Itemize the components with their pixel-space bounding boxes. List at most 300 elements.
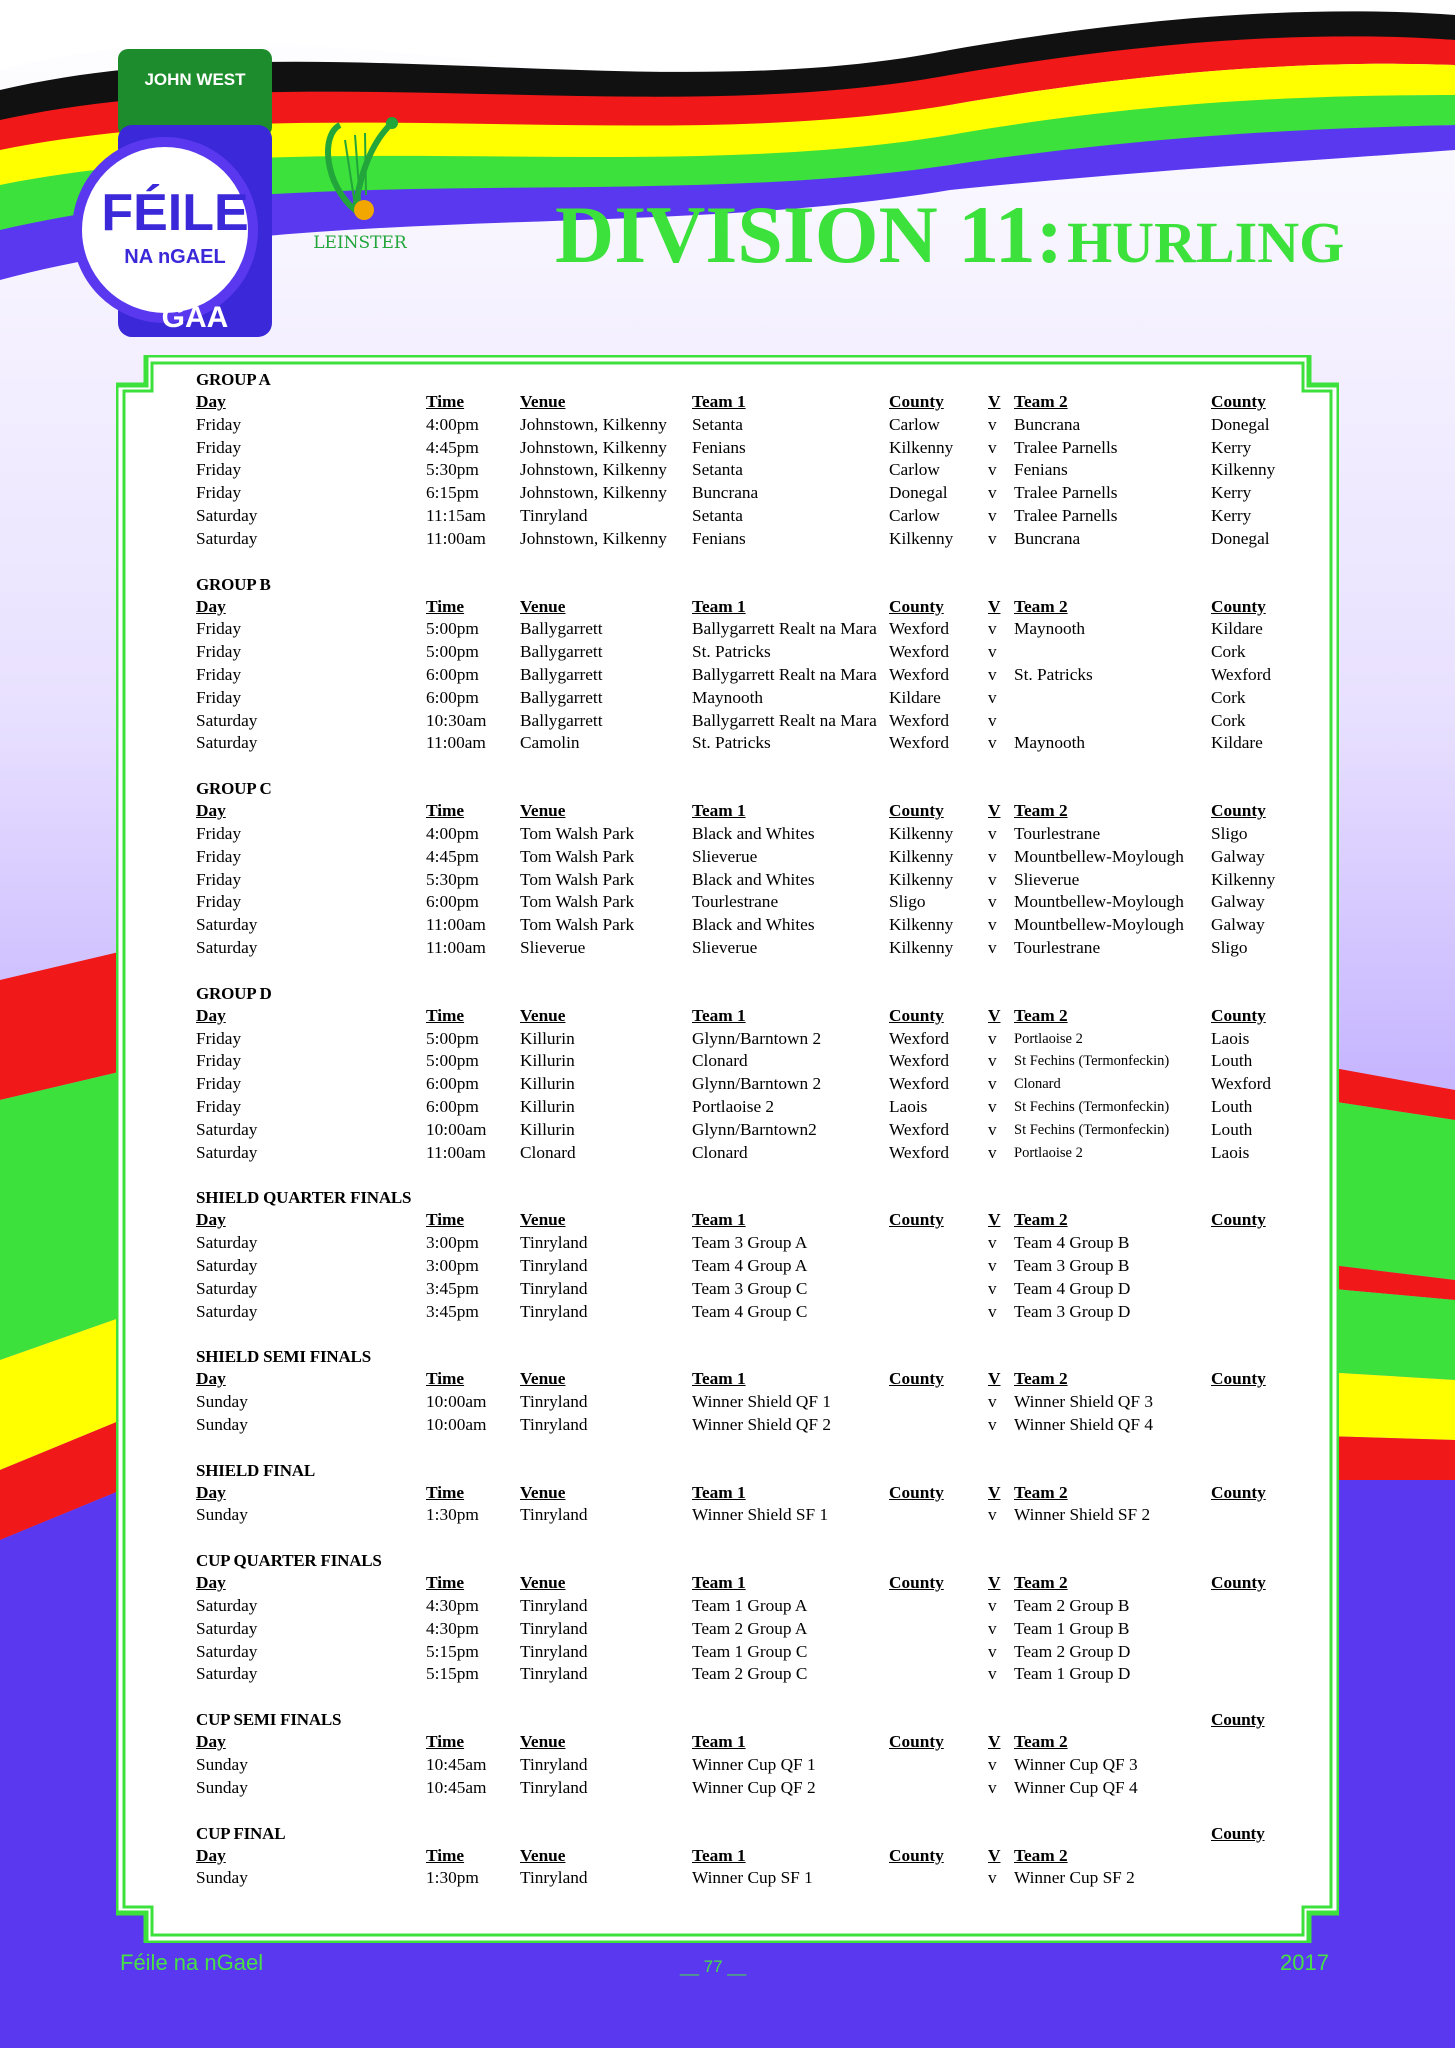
cell-v: v — [988, 460, 997, 480]
cell-v: v — [988, 505, 997, 525]
cell-team1: Setanta — [692, 505, 743, 525]
column-header-time: Time — [426, 1732, 465, 1752]
cell-venue: Ballygarrett — [520, 642, 603, 662]
cell-v: v — [988, 642, 997, 662]
cell-team1: Setanta — [692, 460, 743, 480]
table-row — [196, 482, 1326, 505]
cell-venue: Tinryland — [520, 1301, 588, 1321]
cell-time: 5:15pm — [426, 1664, 479, 1684]
table-row — [196, 1414, 1326, 1437]
column-header-team1: Team 1 — [692, 1845, 746, 1865]
cell-v: v — [988, 892, 997, 912]
column-header-time: Time — [426, 1573, 465, 1593]
cell-time: 10:30am — [426, 710, 487, 730]
cell-team2: Winner Shield SF 2 — [1014, 1505, 1151, 1525]
column-header-time: Time — [426, 1005, 465, 1025]
table-row — [196, 1777, 1326, 1800]
table-row — [196, 1301, 1326, 1324]
cell-time: 3:00pm — [426, 1255, 479, 1275]
cell-venue: Tinryland — [520, 1233, 588, 1253]
table-row — [196, 1595, 1326, 1618]
cell-venue: Killurin — [520, 1074, 575, 1094]
cell-team2: Team 3 Group D — [1014, 1301, 1131, 1321]
column-header-team1: Team 1 — [692, 1210, 746, 1230]
cell-day: Saturday — [196, 528, 258, 548]
cell-county2: Galway — [1211, 915, 1265, 935]
cell-venue: Ballygarrett — [520, 664, 603, 684]
column-header-county2: County — [1211, 1369, 1266, 1389]
cell-team2: Mountbellew-Moylough — [1014, 892, 1184, 912]
cell-day: Saturday — [196, 1301, 258, 1321]
column-header-day: Day — [196, 596, 226, 616]
table-row — [196, 1096, 1326, 1119]
cell-team1: Ballygarrett Realt na Mara — [692, 664, 877, 684]
cell-time: 6:00pm — [426, 664, 479, 684]
column-header-venue: Venue — [520, 1573, 566, 1593]
title-division: DIVISION 11: — [555, 189, 1064, 280]
column-header-team2: Team 2 — [1014, 1732, 1068, 1752]
cell-county2: Kerry — [1211, 483, 1252, 503]
table-header — [196, 596, 1326, 619]
column-header-day: Day — [196, 392, 226, 411]
cell-time: 11:00am — [426, 528, 486, 548]
cell-county2: Sligo — [1211, 937, 1248, 957]
cell-venue: Johnstown, Kilkenny — [520, 483, 667, 503]
cell-day: Friday — [196, 483, 242, 503]
cell-county1: Donegal — [889, 483, 948, 503]
table-row — [196, 528, 1326, 551]
cell-team2: St. Patricks — [1014, 664, 1093, 684]
column-header-county1: County — [889, 1845, 944, 1865]
cell-venue: Ballygarrett — [520, 687, 603, 707]
group-title: SHIELD QUARTER FINALS — [196, 1188, 412, 1208]
cell-v: v — [988, 1664, 997, 1684]
table-row — [196, 505, 1326, 528]
table-row — [196, 664, 1326, 687]
column-header-day: Day — [196, 1210, 226, 1230]
fixture-group — [196, 1186, 1326, 1323]
cell-v: v — [988, 437, 997, 457]
cell-team1: Tourlestrane — [692, 892, 779, 912]
column-header-time: Time — [426, 1369, 465, 1389]
group-title — [196, 1708, 1326, 1731]
column-header-day: Day — [196, 1732, 226, 1752]
cell-v: v — [988, 1255, 997, 1275]
table-row — [196, 891, 1326, 914]
cell-team2: Winner Cup QF 4 — [1014, 1777, 1138, 1797]
cell-v: v — [988, 823, 997, 843]
cell-county1: Kilkenny — [889, 869, 954, 889]
cell-v: v — [988, 1119, 997, 1139]
table-row — [196, 869, 1326, 892]
cell-day: Saturday — [196, 710, 258, 730]
cell-team2: Clonard — [1014, 1076, 1061, 1093]
column-header-team1: Team 1 — [692, 1573, 746, 1593]
cell-county2: Cork — [1211, 710, 1246, 730]
cell-county2: Wexford — [1211, 664, 1272, 684]
cell-team1: Fenians — [692, 528, 746, 548]
cell-county2: Sligo — [1211, 823, 1248, 843]
column-header-county2: County — [1211, 1210, 1266, 1230]
column-header-team2: Team 2 — [1014, 1210, 1068, 1230]
cell-team2: Mountbellew-Moylough — [1014, 846, 1184, 866]
cell-time: 11:00am — [426, 915, 486, 935]
cell-county2: Kildare — [1211, 733, 1263, 753]
cell-time: 5:00pm — [426, 1051, 479, 1071]
page-number: __ 77 __ — [680, 1957, 747, 1976]
cell-team2: St Fechins (Termonfeckin) — [1014, 1121, 1170, 1138]
cell-venue: Tom Walsh Park — [520, 892, 635, 912]
cell-county1: Wexford — [889, 710, 950, 730]
cell-v: v — [988, 869, 997, 889]
cell-county2: Laois — [1211, 1028, 1250, 1048]
cell-county1: Kilkenny — [889, 915, 954, 935]
cell-venue: Tinryland — [520, 1278, 588, 1298]
column-header-team2: Team 2 — [1014, 1005, 1068, 1025]
cell-v: v — [988, 528, 997, 548]
cell-time: 1:30pm — [426, 1505, 479, 1525]
cell-day: Saturday — [196, 1142, 258, 1162]
column-header-county2: County — [1211, 1005, 1266, 1025]
cell-team1: Slieverue — [692, 846, 758, 866]
cell-time: 10:00am — [426, 1392, 487, 1412]
cell-time: 1:30pm — [426, 1868, 479, 1888]
column-header-county1: County — [889, 1005, 944, 1025]
column-header-team2: Team 2 — [1014, 1369, 1068, 1389]
cell-team1: Team 4 Group C — [692, 1301, 808, 1321]
cell-team2: Team 4 Group D — [1014, 1278, 1131, 1298]
cell-day: Friday — [196, 869, 242, 889]
cell-day: Friday — [196, 642, 242, 662]
cell-v: v — [988, 1414, 997, 1434]
cell-time: 10:45am — [426, 1777, 487, 1797]
column-header-county1: County — [889, 1369, 944, 1389]
cell-venue: Killurin — [520, 1028, 575, 1048]
cell-time: 4:00pm — [426, 414, 479, 434]
cell-day: Friday — [196, 1074, 242, 1094]
table-header — [196, 1731, 1326, 1754]
cell-county2: Kerry — [1211, 505, 1252, 525]
cell-v: v — [988, 733, 997, 753]
cell-v: v — [988, 1505, 997, 1525]
table-row — [196, 687, 1326, 710]
cell-time: 5:15pm — [426, 1641, 479, 1661]
cell-team2: Winner Shield QF 4 — [1014, 1414, 1153, 1434]
cell-time: 5:00pm — [426, 642, 479, 662]
column-header-team2: Team 2 — [1014, 596, 1068, 616]
cell-time: 4:45pm — [426, 846, 479, 866]
cell-county1: Wexford — [889, 1051, 950, 1071]
column-header-county2: County — [1211, 392, 1266, 411]
cell-v: v — [988, 1618, 997, 1638]
cell-v: v — [988, 1028, 997, 1048]
cell-county1: Kilkenny — [889, 528, 954, 548]
column-header-venue: Venue — [520, 801, 566, 821]
column-header-team1: Team 1 — [692, 1369, 746, 1389]
cell-day: Friday — [196, 460, 242, 480]
cell-venue: Tom Walsh Park — [520, 869, 635, 889]
column-header-v: V — [988, 596, 1001, 616]
cell-team1: Ballygarrett Realt na Mara — [692, 710, 877, 730]
column-header-county1: County — [889, 1482, 944, 1502]
fixture-group — [196, 1345, 1326, 1436]
column-header-venue: Venue — [520, 392, 566, 411]
cell-county1: Carlow — [889, 414, 940, 434]
cell-venue: Tinryland — [520, 1755, 588, 1775]
cell-team1: Winner Cup QF 2 — [692, 1777, 816, 1797]
column-header-time: Time — [426, 1482, 465, 1502]
cell-v: v — [988, 1096, 997, 1116]
cell-team2: Winner Cup SF 2 — [1014, 1868, 1135, 1888]
column-header-county2: County — [1211, 1823, 1265, 1843]
table-row — [196, 937, 1326, 960]
column-header-time: Time — [426, 596, 465, 616]
cell-venue: Johnstown, Kilkenny — [520, 528, 667, 548]
fixture-group — [196, 368, 1326, 551]
column-header-day: Day — [196, 801, 226, 821]
column-header-team1: Team 1 — [692, 596, 746, 616]
cell-county1: Wexford — [889, 1119, 950, 1139]
column-header-team1: Team 1 — [692, 801, 746, 821]
table-row — [196, 1663, 1326, 1686]
cell-county2: Kilkenny — [1211, 460, 1276, 480]
cell-team1: Black and Whites — [692, 823, 815, 843]
cell-time: 3:00pm — [426, 1233, 479, 1253]
footer-year: 2017 — [1280, 1950, 1329, 1975]
cell-county2: Kildare — [1211, 619, 1263, 639]
table-row — [196, 414, 1326, 437]
cell-venue: Tinryland — [520, 1618, 588, 1638]
cell-time: 5:00pm — [426, 1028, 479, 1048]
cell-team2: Team 2 Group D — [1014, 1641, 1131, 1661]
cell-venue: Tom Walsh Park — [520, 915, 635, 935]
cell-v: v — [988, 414, 997, 434]
column-header-venue: Venue — [520, 1845, 566, 1865]
table-row — [196, 641, 1326, 664]
column-header-county1: County — [889, 1210, 944, 1230]
cell-venue: Ballygarrett — [520, 619, 603, 639]
cell-day: Sunday — [196, 1414, 248, 1434]
cell-venue: Tinryland — [520, 1641, 588, 1661]
cell-v: v — [988, 1233, 997, 1253]
cell-day: Sunday — [196, 1868, 248, 1888]
cell-day: Friday — [196, 846, 242, 866]
cell-v: v — [988, 619, 997, 639]
cell-team2: Team 2 Group B — [1014, 1596, 1130, 1616]
cell-team1: Team 1 Group A — [692, 1596, 808, 1616]
cell-team1: St. Patricks — [692, 733, 771, 753]
group-title — [196, 1822, 1326, 1845]
cell-team1: Slieverue — [692, 937, 758, 957]
cell-team2: Team 4 Group B — [1014, 1233, 1130, 1253]
cell-v: v — [988, 1051, 997, 1071]
cell-team1: Setanta — [692, 414, 743, 434]
cell-venue: Johnstown, Kilkenny — [520, 437, 667, 457]
cell-county2: Donegal — [1211, 528, 1270, 548]
table-header — [196, 800, 1326, 823]
cell-team2: Tourlestrane — [1014, 823, 1101, 843]
cell-county1: Wexford — [889, 664, 950, 684]
table-row — [196, 1754, 1326, 1777]
table-row — [196, 1232, 1326, 1255]
column-header-v: V — [988, 1573, 1001, 1593]
footer-title: Féile na nGael — [120, 1950, 264, 1975]
group-title: SHIELD SEMI FINALS — [196, 1347, 371, 1367]
table-header — [196, 1368, 1326, 1391]
fixture-group — [196, 1459, 1326, 1528]
cell-time: 4:30pm — [426, 1618, 479, 1638]
cell-county2: Wexford — [1211, 1074, 1272, 1094]
column-header-team2: Team 2 — [1014, 1845, 1068, 1865]
column-header-day: Day — [196, 1369, 226, 1389]
cell-county2: Louth — [1211, 1096, 1253, 1116]
table-header — [196, 1209, 1326, 1232]
cell-day: Friday — [196, 687, 242, 707]
cell-day: Sunday — [196, 1392, 248, 1412]
group-title-text: CUP SEMI FINALS — [196, 1710, 342, 1730]
cell-team1: Clonard — [692, 1051, 748, 1071]
cell-venue: Tinryland — [520, 1392, 588, 1412]
cell-time: 11:15am — [426, 505, 486, 525]
group-title: GROUP B — [196, 574, 271, 594]
cell-day: Sunday — [196, 1777, 248, 1797]
cell-v: v — [988, 1777, 997, 1797]
cell-team1: Team 2 Group C — [692, 1664, 808, 1684]
column-header-team1: Team 1 — [692, 1482, 746, 1502]
logo-title: FÉILE — [101, 184, 249, 242]
cell-team2: Team 1 Group B — [1014, 1618, 1130, 1638]
cell-county2: Cork — [1211, 687, 1246, 707]
group-title: CUP QUARTER FINALS — [196, 1551, 382, 1571]
column-header-county1: County — [889, 1732, 944, 1752]
sponsor-text: JOHN WEST — [144, 70, 246, 89]
column-header-day: Day — [196, 1845, 226, 1865]
cell-day: Saturday — [196, 915, 258, 935]
cell-v: v — [988, 1755, 997, 1775]
title-sport: HURLING — [1067, 210, 1345, 275]
cell-v: v — [988, 1596, 997, 1616]
cell-county1: Wexford — [889, 1028, 950, 1048]
cell-county2: Galway — [1211, 846, 1265, 866]
cell-venue: Slieverue — [520, 937, 586, 957]
column-header-v: V — [988, 392, 1001, 411]
cell-day: Saturday — [196, 1596, 258, 1616]
cell-v: v — [988, 1392, 997, 1412]
cell-time: 5:30pm — [426, 869, 479, 889]
cell-day: Friday — [196, 619, 242, 639]
cell-time: 5:30pm — [426, 460, 479, 480]
cell-county2: Louth — [1211, 1119, 1253, 1139]
cell-team1: St. Patricks — [692, 642, 771, 662]
column-header-county2: County — [1211, 801, 1266, 821]
cell-day: Friday — [196, 1028, 242, 1048]
table-header — [196, 1572, 1326, 1595]
cell-team1: Winner Shield QF 2 — [692, 1414, 831, 1434]
leinster-logo — [300, 115, 420, 255]
cell-day: Saturday — [196, 1233, 258, 1253]
cell-team2: Team 3 Group B — [1014, 1255, 1130, 1275]
column-header-day: Day — [196, 1573, 226, 1593]
column-header-team2: Team 2 — [1014, 1573, 1068, 1593]
cell-team1: Team 4 Group A — [692, 1255, 808, 1275]
cell-time: 11:00am — [426, 937, 486, 957]
cell-county2: Kilkenny — [1211, 869, 1276, 889]
column-header-time: Time — [426, 1845, 465, 1865]
cell-team2: Team 1 Group D — [1014, 1664, 1131, 1684]
cell-v: v — [988, 915, 997, 935]
column-header-county1: County — [889, 1573, 944, 1593]
cell-county1: Wexford — [889, 619, 950, 639]
cell-venue: Ballygarrett — [520, 710, 603, 730]
table-header — [196, 391, 1326, 414]
cell-team1: Winner Shield SF 1 — [692, 1505, 829, 1525]
table-row — [196, 1618, 1326, 1641]
cell-time: 4:00pm — [426, 823, 479, 843]
column-header-county2: County — [1211, 1482, 1266, 1502]
cell-day: Friday — [196, 823, 242, 843]
cell-county1: Kilkenny — [889, 846, 954, 866]
cell-team1: Portlaoise 2 — [692, 1096, 775, 1116]
column-header-venue: Venue — [520, 1005, 566, 1025]
cell-day: Friday — [196, 1051, 242, 1071]
cell-team2: Winner Cup QF 3 — [1014, 1755, 1138, 1775]
fixture-group — [196, 1549, 1326, 1686]
cell-day: Saturday — [196, 1278, 258, 1298]
table-row — [196, 846, 1326, 869]
cell-team2: Tralee Parnells — [1014, 483, 1118, 503]
table-header — [196, 1005, 1326, 1028]
table-row — [196, 1867, 1326, 1890]
table-row — [196, 1028, 1326, 1051]
cell-time: 5:00pm — [426, 619, 479, 639]
cell-day: Saturday — [196, 1618, 258, 1638]
cell-team1: Team 3 Group C — [692, 1278, 808, 1298]
cell-team1: Winner Cup SF 1 — [692, 1868, 813, 1888]
table-row — [196, 618, 1326, 641]
cell-v: v — [988, 687, 997, 707]
table-row — [196, 1255, 1326, 1278]
table-row — [196, 1119, 1326, 1142]
table-row — [196, 823, 1326, 846]
table-row — [196, 710, 1326, 733]
column-header-venue: Venue — [520, 596, 566, 616]
table-row — [196, 914, 1326, 937]
column-header-time: Time — [426, 392, 465, 411]
cell-team2: St Fechins (Termonfeckin) — [1014, 1053, 1170, 1070]
cell-venue: Clonard — [520, 1142, 576, 1162]
cell-time: 6:15pm — [426, 483, 479, 503]
column-header-v: V — [988, 1005, 1001, 1025]
column-header-county1: County — [889, 801, 944, 821]
cell-day: Friday — [196, 414, 242, 434]
cell-team1: Ballygarrett Realt na Mara — [692, 619, 877, 639]
cell-county1: Carlow — [889, 460, 940, 480]
column-header-day: Day — [196, 1005, 226, 1025]
cell-v: v — [988, 1278, 997, 1298]
column-header-v: V — [988, 1845, 1001, 1865]
cell-time: 6:00pm — [426, 1096, 479, 1116]
cell-team1: Black and Whites — [692, 915, 815, 935]
cell-county1: Wexford — [889, 1142, 950, 1162]
cell-venue: Tinryland — [520, 1505, 588, 1525]
cell-day: Sunday — [196, 1755, 248, 1775]
column-header-team2: Team 2 — [1014, 1482, 1068, 1502]
column-header-county2: County — [1211, 1573, 1266, 1593]
cell-venue: Killurin — [520, 1119, 575, 1139]
column-header-time: Time — [426, 1210, 465, 1230]
cell-county1: Kildare — [889, 687, 941, 707]
cell-v: v — [988, 1074, 997, 1094]
